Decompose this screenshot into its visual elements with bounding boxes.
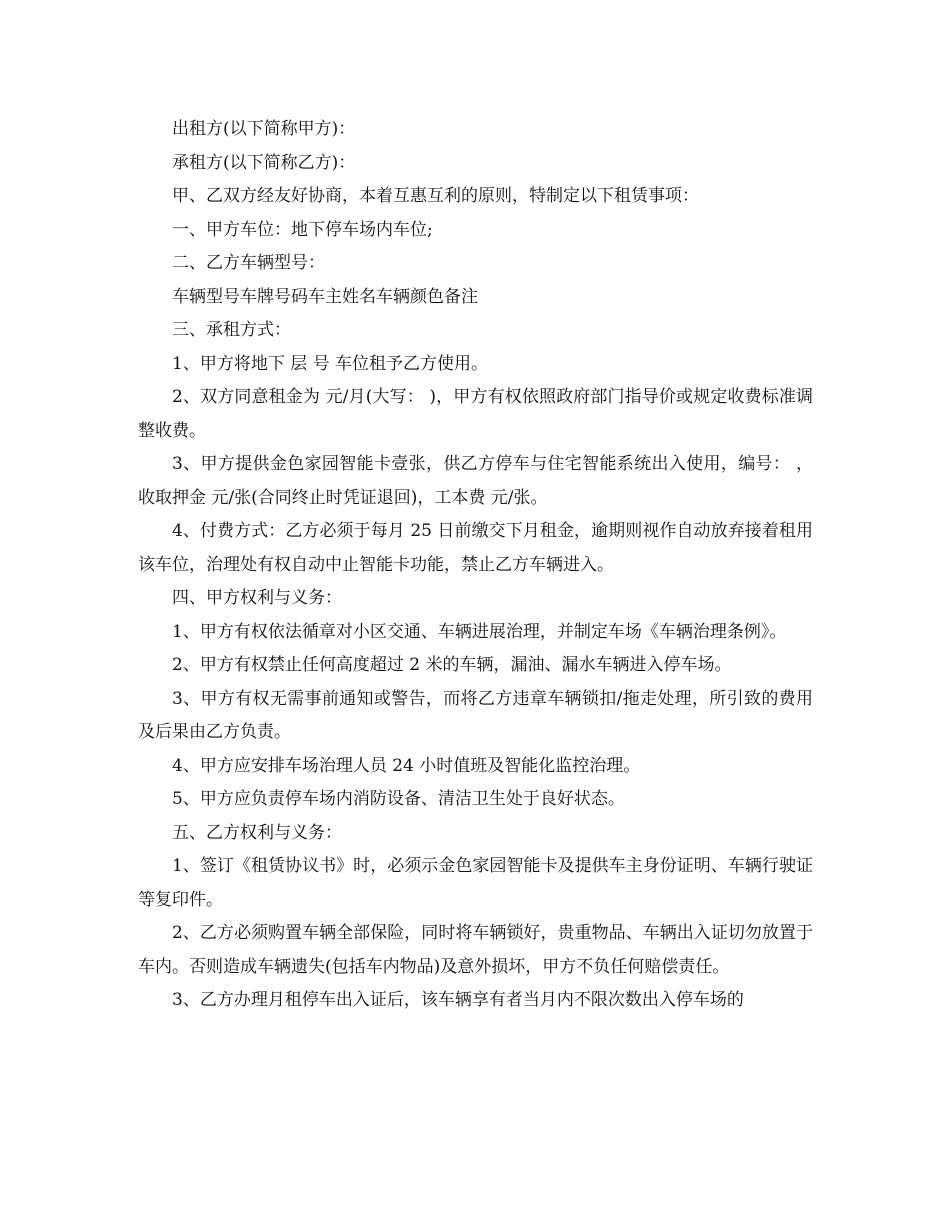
document-body — [138, 113, 813, 1018]
paragraph-section-4: 四、甲方权利与义务： — [172, 588, 342, 608]
paragraph-section-5: 五、乙方权利与义务： — [172, 822, 342, 843]
paragraph-4-3: 3、甲方有权无需事前通知或警告，而将乙方违章车辆锁扣/拖走处理，所引致的费用及后果由乙方负责。 — [138, 688, 813, 742]
paragraph-5-2: 2、乙方必须购置车辆全部保险，同时将车辆锁好，贵重物品、车辆出入证切勿放置于车内。否则造成车辆遗失(包括车内物品)及意外损坏，甲方不负任何赔偿责任。 — [138, 923, 813, 977]
paragraph-5-1: 1、签订《租赁协议书》时，必须示金色家园智能卡及提供车主身份证明、车辆行驶证等复印件。 — [138, 856, 813, 910]
paragraph-section-2: 二、乙方车辆型号： — [172, 253, 325, 273]
paragraph-3-4: 4、付费方式：乙方必须于每月 25 日前缴交下月租金，逾期则视作自动放弃接着租用该车位，治理处有权自动中止智能卡功能，禁止乙方车辆进入。 — [138, 521, 813, 575]
paragraph-5-3: 3、乙方办理月租停车出入证后，该车辆享有者当月内不限次数出入停车场的 — [172, 990, 744, 1010]
paragraph-lessor: 出租方(以下简称甲方)： — [172, 119, 356, 139]
paragraph-intro: 甲、乙双方经友好协商，本着互惠互利的原则，特制定以下租赁事项： — [172, 186, 699, 206]
paragraph-lessee: 承租方(以下简称乙方)： — [172, 152, 356, 173]
paragraph-vehicle-fields: 车辆型号车牌号码车主姓名车辆颜色备注 — [172, 286, 478, 307]
paragraph-4-2: 2、甲方有权禁止任何高度超过 2 米的车辆，漏油、漏水车辆进入停车场。 — [172, 655, 732, 675]
paragraph-section-1: 一、甲方车位：地下停车场内车位; — [172, 219, 433, 240]
paragraph-4-5: 5、甲方应负责停车场内消防设备、清洁卫生处于良好状态。 — [172, 789, 625, 809]
paragraph-4-4: 4、甲方应安排车场治理人员 24 小时值班及智能化监控治理。 — [172, 755, 641, 776]
paragraph-section-3: 三、承租方式： — [172, 320, 291, 340]
paragraph-4-1: 1、甲方有权依法循章对小区交通、车辆进展治理，并制定车场《车辆治理条例》。 — [172, 621, 787, 642]
paragraph-3-2: 2、双方同意租金为 元/月(大写： )，甲方有权依照政府部门指导价或规定收费标准调整收费。 — [138, 387, 813, 441]
paragraph-3-3: 3、甲方提供金色家园智能卡壹张，供乙方停车与住宅智能系统出入使用，编号： ，收取押金 元/张(合同终止时凭证退回)，工本费 元/张。 — [138, 454, 813, 508]
paragraph-3-1: 1、甲方将地下 层 号 车位租予乙方使用。 — [172, 353, 489, 374]
